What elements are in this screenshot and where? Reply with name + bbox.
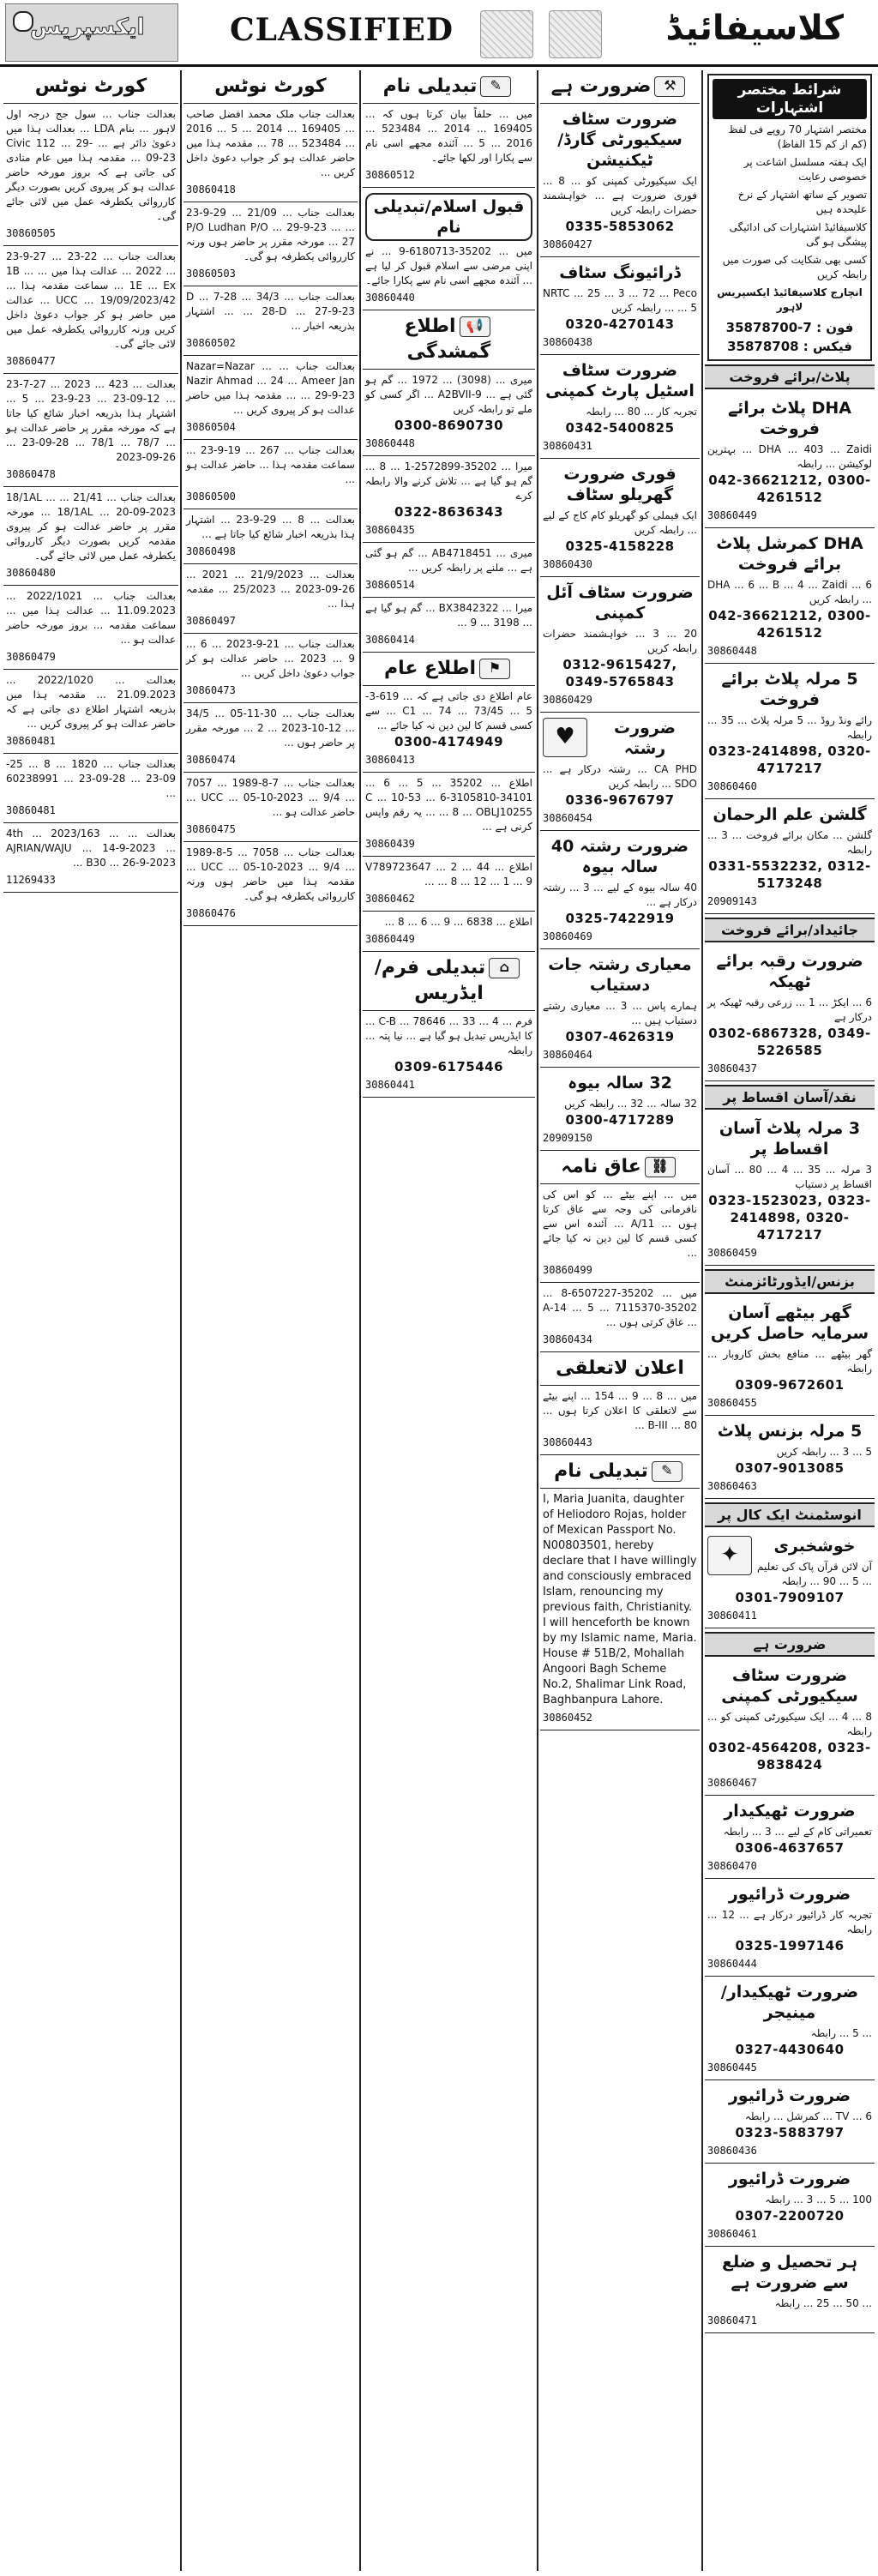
rates-fax: 35878708 : فیکس bbox=[727, 339, 852, 354]
ad-item: 5 مرلہ پلاٹ برائے فروخت رائے ونڈ روڈ ... 5 مرلہ پلاٹ ... 35 ... رابطہ 0323-2414898, 0320-4717217 30860460 bbox=[705, 664, 875, 799]
header-illustration-icon bbox=[549, 10, 602, 58]
ad-item: ضرورت ٹھیکیدار تعمیراتی کام کے لیے ... 3 ... رابطہ 0306-4637657 30860470 bbox=[705, 1796, 875, 1879]
section-heading: ✎تبدیلی نام bbox=[540, 1455, 700, 1489]
ad-item: 32 سالہ بیوہ 32 سالہ ... 32 ... رابطہ کریں 0300-4717289 20909150 bbox=[540, 1068, 700, 1151]
ad-item: میں ... اپنے بیٹے ... کو اس کی نافرمانی کی وجہ سے عاق کرتا ہوں ... 11/A ... آئندہ اس سے کسی قسم کا لین دین نہ کیا جائے ... 30860499 bbox=[540, 1184, 700, 1283]
category-bar: بزنس/ایڈورٹائزمنٹ bbox=[705, 1269, 875, 1294]
ad-item: بعدالت جناب ... سول جج درجہ اول لاہور ... بنام LDA ... بعدالت ہذا میں دعویٰ دائر ہے ... Civic 112 ... 29-09-23 ... مقدمہ ہذا میں عام منادی کی جاتی ہے کہ بروز مورخہ حاضر عدالت ہو کر پیروی کریں بصورت دیگر کارروائی یکطرفہ عمل میں لائی جائے گی۔ 30860505 bbox=[3, 104, 178, 246]
category-bar: پلاٹ/برائے فروخت bbox=[705, 364, 875, 389]
ad-item: ضرورت ڈرائیور 100 ... 5 ... 3 ... رابطہ 0307-2200720 30860461 bbox=[705, 2164, 875, 2247]
rates-item: تصویر کے ساتھ اشتہار کے نرخ علیحدہ ہیں bbox=[737, 189, 867, 215]
column-5 bbox=[705, 70, 875, 2571]
section-heading: ⛓عاق نامہ bbox=[540, 1151, 700, 1184]
category-bar: جائیداد/برائے فروخت bbox=[705, 918, 875, 942]
flag-icon: ⚑ bbox=[479, 659, 510, 679]
couple-icon: ♥ bbox=[543, 718, 587, 757]
section-heading: ⌂تبدیلی فرم/ایڈریس bbox=[363, 952, 535, 1011]
section-heading: کورٹ نوٹس bbox=[3, 70, 178, 104]
express-logo bbox=[5, 3, 178, 62]
ad-item: ضرورت سٹاف سیکیورٹی کمپنی 8 ... 4 ... ایک سیکیورٹی کمپنی کو ... رابطہ 0302-4564208, 0323-9838424 30860467 bbox=[705, 1660, 875, 1796]
ad-item: قبول اسلام/تبدیلی نام میں ... 35202-6180713-9 ... نے اپنی مرضی سے اسلام قبول کر لیا ہے ... آئندہ مجھے اسی نام سے پکارا جائے۔ 30860440 bbox=[363, 188, 535, 310]
column-rule bbox=[537, 70, 538, 2571]
ad-item: I, Maria Juanita, daughter of Heliodoro Rojas, holder of Mexican Passport No. N00803501, hereby declare that I have willingly and consciously embraced Islam, renouncing my previous faith, Christianity. I will henceforth be known by my Islamic name, Maria. House # 51B/2, Mohallah Angoori Bagh Scheme No.2, Shalimar Link Road, Baghbanpura Lahore. 30860452 bbox=[540, 1489, 700, 1730]
ad-item: 5 مرلہ بزنس پلاٹ 5 ... 3 ... رابطہ کریں 0307-9013085 30860463 bbox=[705, 1416, 875, 1499]
ad-item: اطلاع ... 44 ... V789723647 ... 2 ... 8 ... 12 ... 1 ... 9 ... 30860462 bbox=[363, 857, 535, 912]
ad-item: فوری ضرورت گھریلو سٹاف ایک فیملی کو گھریلو کام کاج کے لیے ... رابطہ کریں 0325-4158228 30860430 bbox=[540, 459, 700, 577]
column-4 bbox=[540, 70, 700, 2571]
ad-item: فرم ... C-B ... 78646 ... 33 ... 4 ... کا ایڈریس تبدیل ہو گیا ہے ... نیا پتہ ... رابطہ 0309-6175446 30860441 bbox=[363, 1011, 535, 1098]
ad-item: بعدالت جناب ... 1820 ... 8 ... 25-09-23 ... 28-09-23 ... 60238991 ... 30860481 bbox=[3, 754, 178, 823]
ad-item: بعدالت ... 423 ... 2023 ... 27-7-23 ... 12-09-23 ... 23-9-23 ... 5 ... اشتہار ہذا بذریعہ اخبار شائع کیا جاتا ہے کہ مورخہ مقرر پر حاضر عدالت ہو ... 78/7 ... 78/1 ... 28-09-23 ... 26-09-2023 30860478 bbox=[3, 374, 178, 487]
ad-item: میری ... AB4718451 ... گم ہو گئی ہے ... ملنے پر رابطہ کریں ... 30860514 bbox=[363, 543, 535, 598]
ad-item: بعدالت ... 8 ... 29-9-23 ... اشتہار ہذا بذریعہ اخبار شائع کیا جاتا ہے ... 30860498 bbox=[183, 509, 358, 564]
rates-phone: 35878700-7 : فون bbox=[725, 320, 854, 335]
ad-item: DHA پلاٹ برائے فروخت DHA ... 403 ... Zaidi ... بہترین لوکیشن ... رابطہ 042-36621212, 0300-4261512 30860449 bbox=[705, 393, 875, 528]
ad-item: DHA کمرشل پلاٹ برائے فروخت DHA ... 6 ... B ... 4 ... Zaidi ... 6 ... رابطہ کریں 042-36621212, 0300-4261512 30860448 bbox=[705, 528, 875, 664]
section-heading: 📢اطلاع گمشدگی bbox=[363, 310, 535, 370]
rates-contact: انچارج کلاسیفائیڈ ایکسپریس لاہور bbox=[717, 286, 863, 313]
ad-item: ضرورت رشتہ 40 سالہ بیوہ 40 سالہ بیوہ کے لیے ... 3 ... رشتہ درکار ہے ... 0325-7422919 30860469 bbox=[540, 831, 700, 949]
ad-item: ڈرائیونگ سٹاف NRTC ... 25 ... 3 ... 72 ... Peco ... 5 ... رابطہ کریں 0320-4270143 30860438 bbox=[540, 257, 700, 355]
ad-item: ♥ ضرورت رشتہ CA PHD ... رشتہ درکار ہے ... SDO ... رابطہ کریں 0336-9676797 30860454 bbox=[540, 713, 700, 831]
ad-item: ضرورت ڈرائیور تجربہ کار ڈرائیور درکار ہے ... 12 ... رابطہ 0325-1997146 30860444 bbox=[705, 1879, 875, 1977]
ad-item: بعدالت جناب ... 2022/1021 ... 11.09.2023 ... عدالت ہذا میں ... سماعت مقدمہ ... بروز مورخہ حاضر عدالت ہو ... 30860479 bbox=[3, 586, 178, 670]
rates-box bbox=[707, 74, 872, 361]
section-heading: اعلان لاتعلقی bbox=[540, 1352, 700, 1386]
column-rule bbox=[701, 70, 703, 2571]
pen-icon: ✎ bbox=[480, 76, 511, 97]
ad-item: بعدالت جناب ... 7058 ... 5-8-1989 ... 4/UCC ... 05-10-2023 ... 9 ... مقدمہ ہذا میں حاضر ہوں ورنہ کارروائی یکطرفہ ہو گی۔ 30860476 bbox=[183, 842, 358, 926]
section-heading: ✎تبدیلی نام bbox=[363, 70, 535, 104]
ad-item: ضرورت ڈرائیور TV ... 6 ... کمرشل ... رابطہ 0323-5883797 30860436 bbox=[705, 2080, 875, 2164]
ad-item: ضرورت سٹاف سیکیورٹی گارڈ/ٹیکنیشن ایک سیکیورٹی کمپنی کو ... 8 ... فوری ضرورت ہے ... خواہشمند حضرات رابطہ کریں 0335-5853062 30860427 bbox=[540, 104, 700, 257]
ad-item: ضرورت سٹاف آئل کمپنی 20 ... 3 ... خواہشمند حضرات رابطہ کریں 0312-9615427, 0349-5765843 30860429 bbox=[540, 577, 700, 713]
ad-item: ہر تحصیل و ضلع سے ضرورت ہے ... 50 ... 25 ... رابطہ 30860471 bbox=[705, 2247, 875, 2333]
ad-item: گھر بیٹھے آسان سرمایہ حاصل کریں گھر بیٹھے ... منافع بخش کاروبار ... رابطہ 0309-9672601 30860455 bbox=[705, 1297, 875, 1416]
ad-item: بعدالت جناب ... 34/3 ... 28-D ... 7 ... 28-D ... 27-9-23 ... اشتہار بذریعہ اخبار ... 30860502 bbox=[183, 286, 358, 356]
ad-item: میری ... (3098) ... 1972 ... گم ہو گئی ہے ... 9-A2BVII ... اگر کسی کو ملے تو رابطہ کریں 0300-8690730 30860448 bbox=[363, 370, 535, 456]
tools-icon: ⚒ bbox=[654, 76, 685, 97]
column-1 bbox=[3, 70, 178, 2571]
page-header bbox=[0, 0, 878, 67]
column-rule bbox=[180, 70, 182, 2571]
rates-item: مختصر اشتہار 70 روپے فی لفظ (کم از کم 15 الفاظ) bbox=[728, 123, 867, 150]
title-english: CLASSIFIED bbox=[230, 12, 454, 48]
rates-item: کسی بھی شکایت کی صورت میں رابطہ کریں bbox=[722, 254, 867, 280]
ad-item: اطلاع ... 6838 ... 9 ... 6 ... 8 ... 30860449 bbox=[363, 912, 535, 952]
section-heading: کورٹ نوٹس bbox=[183, 70, 358, 104]
column-2 bbox=[183, 70, 358, 2571]
ad-item: اطلاع ... 35202 ... 5 ... 6 ... 34101-3105810-6 ... 53-C ... 10 ... 8 ... OBLJ10255 ... یہ رقم واپس کرنی ہے ... 30860439 bbox=[363, 773, 535, 857]
ad-item: 3 مرلہ پلاٹ آسان اقساط پر 3 مرلہ ... 35 ... 4 ... 80 ... آسان اقساط پر دستیاب 0323-1523023, 0323-2414898, 0320-4717217 30860459 bbox=[705, 1113, 875, 1266]
ad-item: میں ... حلفاً بیان کرتا ہوں کہ ... 169405 ... 2014 ... 523484 ... 2016 ... 5 ... آئندہ مجھے اسی نام سے پکارا اور لکھا جائے۔ 30860512 bbox=[363, 104, 535, 188]
column-rule bbox=[359, 70, 361, 2571]
ad-item: بعدالت ... 4th ... 2023/163 ... AJRIAN/WAJU ... 14-9-2023 ... B30 ... 26-9-2023 ... 11269433 bbox=[3, 823, 178, 893]
section-heading: ⚒ضرورت ہے bbox=[540, 70, 700, 104]
building-icon: ⌂ bbox=[489, 958, 520, 978]
ad-item: بعدالت جناب ... 7-8-1989 ... 7057 ... 4/UCC ... 05-10-2023 ... 9 ... حاضر عدالت ہو ... 30860475 bbox=[183, 773, 358, 842]
ad-item: ✦ خوشخبری آن لائن قرآن پاک کی تعلیم ... 5 ... 90 ... رابطہ 0301-7909107 30860411 bbox=[705, 1531, 875, 1628]
rates-item: ایک ہفتہ مسلسل اشاعت پر خصوصی رعایت bbox=[743, 156, 867, 183]
ad-item: بعدالت جناب ... 21-9-2023 ... 6 ... 9 ... 2023 ... حاضر عدالت ہو کر جواب دعویٰ داخل کریں ... 30860473 bbox=[183, 634, 358, 703]
section-heading: ⚑اطلاع عام bbox=[363, 653, 535, 686]
ad-item: میرا ... BX3842322 ... گم ہو گیا ہے ... 3198 ... 9 ... 30860414 bbox=[363, 598, 535, 653]
ad-item: بعدالت جناب ... 22-23 ... 27-9-23 ... 2022 ... عدالت ہذا میں ... 1B ... 1E ... Ex ... سماعت مقدمہ ہذا ... 42/UCC ... 19/09/2023 ... عدالت میں حاضر ہو کر جواب دعویٰ داخل کریں ورنہ کارروائی یکطرفہ عمل میں لائی جائے گی۔ 30860477 bbox=[3, 246, 178, 374]
megaphone-icon: 📢 bbox=[460, 316, 490, 337]
ad-item: ضرورت ٹھیکیدار/مینیجر ... 5 ... رابطہ 0327-4430640 30860445 bbox=[705, 1977, 875, 2080]
ad-item: ضرورت رقبہ برائے ٹھیکہ 6 ... ایکڑ ... 1 ... زرعی رقبہ ٹھیکہ پر درکار ہے 0302-6867328, 0349-5226585 30860437 bbox=[705, 946, 875, 1081]
ad-item: بعدالت جناب ... 267 ... 19-9-23 ... سماعت مقدمہ ہذا ... حاضر عدالت ہو ... 30860500 bbox=[183, 440, 358, 509]
chain-icon: ⛓ bbox=[645, 1157, 676, 1177]
ad-item: بعدالت جناب ... 21/41 ... 18/1AL ... 18/1AL ... 20-09-2023 ... مورخہ مقرر پر حاضر عدالت ہو کر پیروی مقدمہ کریں بصورت دیگر کارروائی یکطرفہ عمل میں لائی جائے گی۔ 30860480 bbox=[3, 487, 178, 586]
ad-item: میرا ... 35202-2572899-1 ... 8 ... گم ہو گیا ہے ... تلاش کرنے والا رابطہ کرے 0322-8636343 30860435 bbox=[363, 456, 535, 543]
ad-item: بعدالت جناب ملک محمد افضل صاحب ... 169405 ... 2014 ... 5 ... 2016 ... 523484 ... 78 ... مقدمہ ہذا میں حاضر عدالت ہو کر جواب دعویٰ داخل کریں ... 30860418 bbox=[183, 104, 358, 202]
ad-item: ضرورت سٹاف اسٹیل پارٹ کمپنی تجربہ کار ... 80 ... رابطہ 0342-5400825 30860431 bbox=[540, 355, 700, 459]
ad-item: بعدالت ... 2022/1020 ... 21.09.2023 ... مقدمہ ہذا میں بذریعہ اشتہار اطلاع دی جاتی ہے کہ حاضر عدالت ہو کر پیروی کریں ... 30860481 bbox=[3, 670, 178, 754]
logo-text: ایکسپریس bbox=[30, 15, 145, 40]
ad-item: میں ... 8 ... 9 ... 154 ... اپنے بیٹے سے لاتعلقی کا اعلان کرتا ہوں ... 80 ... B-III ... 30860443 bbox=[540, 1386, 700, 1455]
ad-item: گلشن علم الرحمان گلشن ... مکان برائے فروخت ... 3 ... رابطہ 0331-5532232, 0312-5173248 20909143 bbox=[705, 799, 875, 914]
rates-item: کلاسیفائیڈ اشتہارات کی ادائیگی پیشگی ہو گی bbox=[729, 221, 867, 248]
ad-item: بعدالت ... 21/9/2023 ... 2021 ... 26-09-2023 ... 25/2023 ... مقدمہ ہذا ... 30860497 bbox=[183, 564, 358, 634]
ad-item: بعدالت جناب ... 30-11-05 ... 34/5 ... 12-10-2023 ... 2 ... مورخہ مقرر پر حاضر ہوں ... 30860474 bbox=[183, 703, 358, 773]
title-urdu: کلاسیفائیڈ bbox=[665, 9, 844, 48]
ad-item: معیاری رشتہ جات دستیاب ہمارے پاس ... 3 ... معیاری رشتے دستیاب ہیں ... 0307-4626319 30860464 bbox=[540, 949, 700, 1068]
pen-icon: ✎ bbox=[652, 1461, 683, 1482]
header-illustration-icon bbox=[480, 10, 533, 58]
ad-item: بعدالت جناب ... Nazar=Nazar ... Nazir Ahmad ... 24 ... Ameer Jan ... 29-9-23 ... مقدمہ ہذا میں حاضر عدالت ہو کر پیروی کریں ... 30860504 bbox=[183, 356, 358, 440]
category-bar: نقد/آسان اقساط پر bbox=[705, 1085, 875, 1110]
book-icon: ✦ bbox=[707, 1536, 752, 1575]
category-bar: ضرورت ہے bbox=[705, 1632, 875, 1657]
ad-item: میں ... 35202-6507227-8 ... 35202-7115370 ... 5 ... 14-A ... عاق کرتی ہوں ... 30860434 bbox=[540, 1283, 700, 1352]
rates-title: شرائط مختصر اشتہارات bbox=[713, 79, 867, 119]
ad-item: عام اطلاع دی جاتی ہے کہ ... 619-3-C1 ... 74 ... 73/45 ... 5 ... سے کسی قسم کا لین دین نہ کیا جائے ... 0300-4174949 30860413 bbox=[363, 686, 535, 773]
ad-item: بعدالت جناب ... 21/09 ... 29-9-23 ... P/O Ludhan P/O ... 29-9-23 ... 27 ... مورخہ مقرر پر حاضر ہوں ورنہ کارروائی یکطرفہ ہو گی۔ 30860503 bbox=[183, 202, 358, 286]
category-bar: انوسٹمنٹ ایک کال پر bbox=[705, 1502, 875, 1527]
column-3 bbox=[363, 70, 535, 2571]
